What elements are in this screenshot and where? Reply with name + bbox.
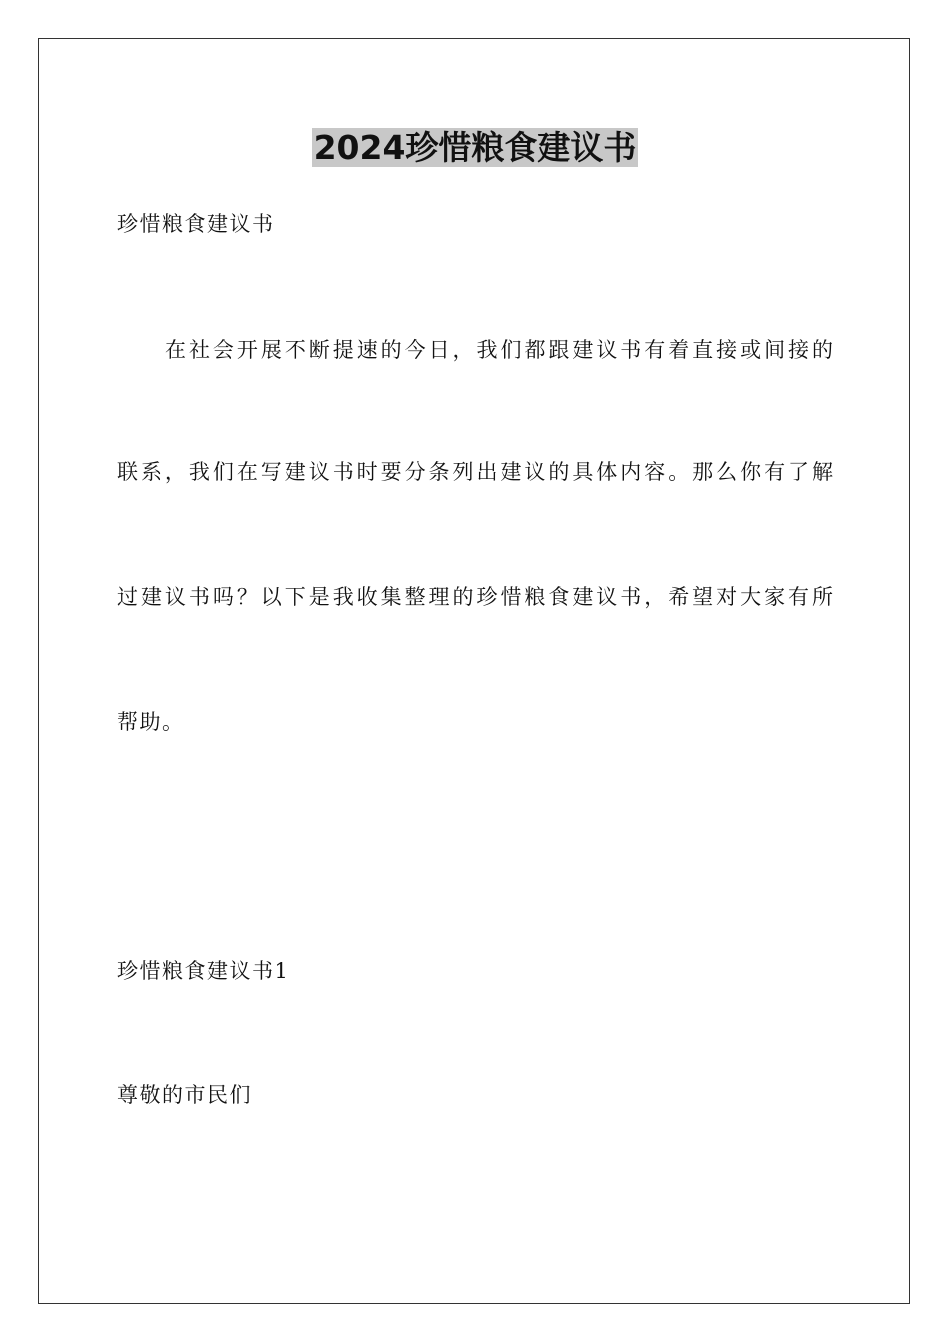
document-subtitle: 珍惜粮食建议书	[117, 212, 275, 236]
salutation: 尊敬的市民们	[117, 1083, 252, 1107]
intro-line-3: 过建议书吗？以下是我收集整理的珍惜粮食建议书，希望对大家有所	[117, 585, 833, 609]
intro-line-4: 帮助。	[117, 710, 185, 734]
document-title-text: 2024珍惜粮食建议书	[313, 128, 637, 167]
intro-line-2: 联系，我们在写建议书时要分条列出建议的具体内容。那么你有了解	[117, 460, 833, 484]
section-heading: 珍惜粮食建议书1	[117, 959, 290, 983]
intro-line-1: 在社会开展不断提速的今日，我们都跟建议书有着直接或间接的	[165, 338, 833, 362]
document-title	[0, 126, 950, 170]
